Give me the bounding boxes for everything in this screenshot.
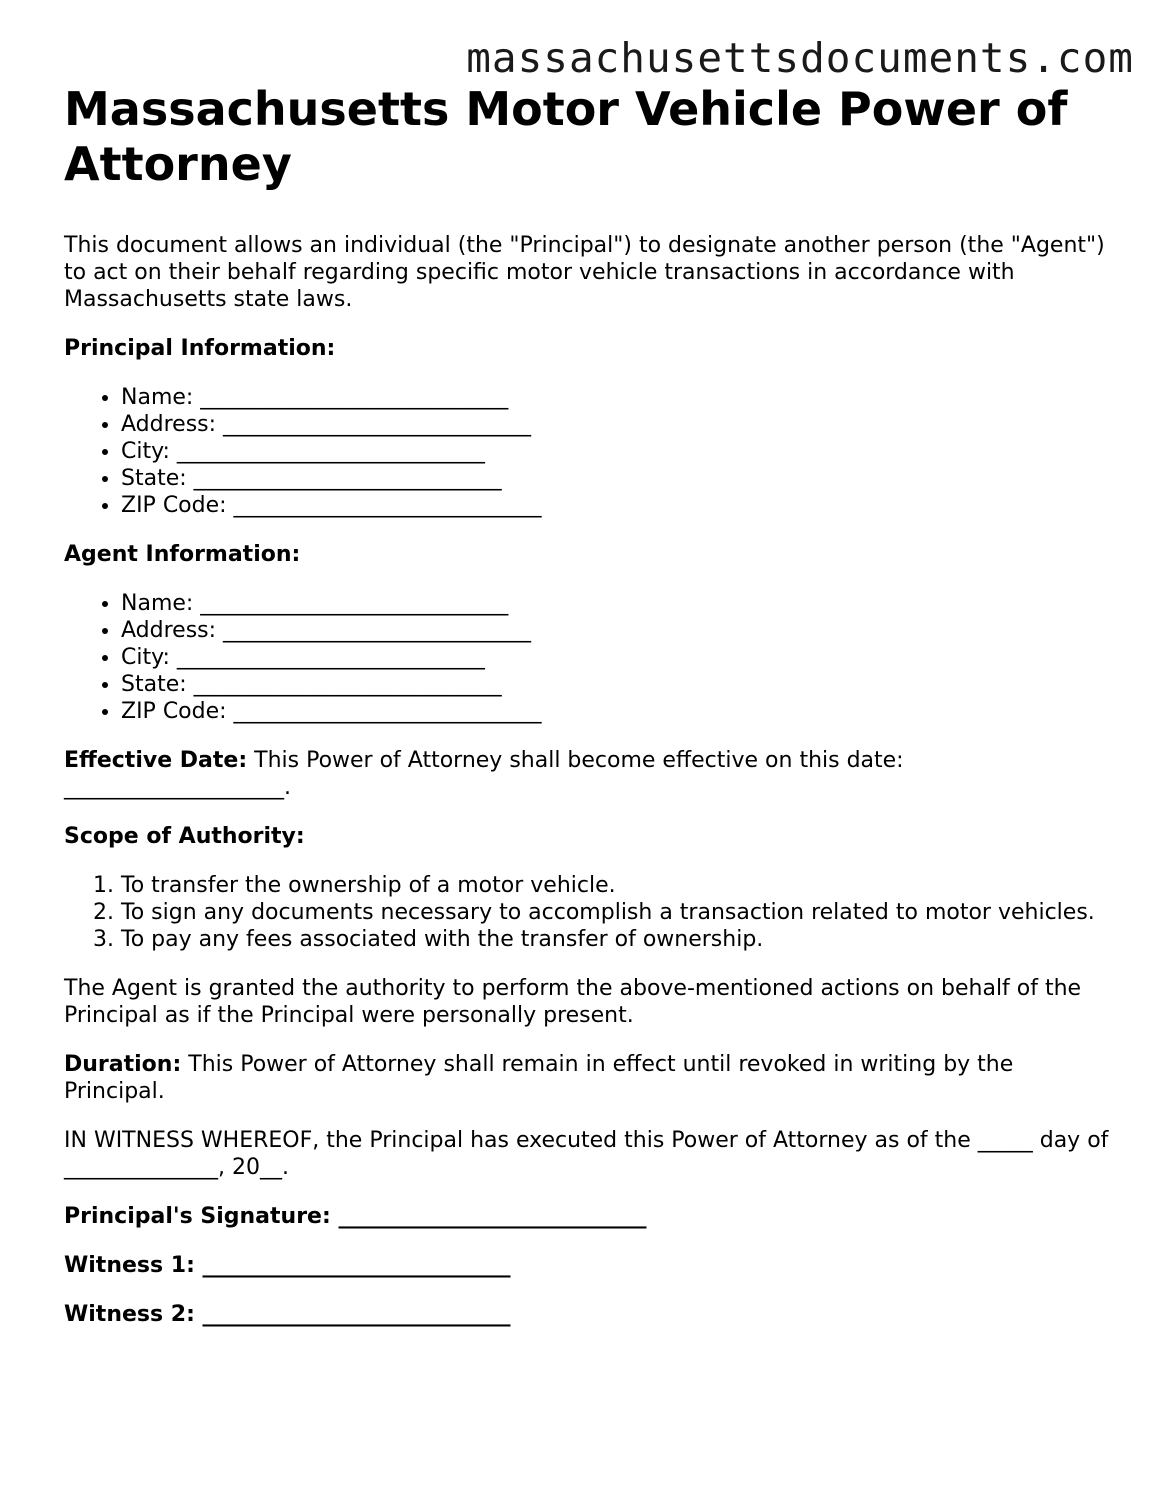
agent-fields-list — [64, 590, 1114, 725]
agent-name-field: • Name: ____________________________ — [121, 590, 1114, 617]
principal-address-field: • Address: ____________________________ — [121, 411, 1114, 438]
document-body — [64, 82, 1114, 1350]
grant-paragraph: The Agent is granted the authority to perform the above-mentioned actions on behalf of the Principal as if the Principal were personally present. — [64, 976, 1082, 1028]
document-title: Massachusetts Motor Vehicle Power of Attorney — [64, 82, 1068, 191]
principal-state-field: • State: ____________________________ — [121, 465, 1114, 492]
principal-fields-list — [64, 384, 1114, 519]
scope-list — [64, 872, 1114, 953]
site-watermark: massachusettsdocuments.com — [466, 34, 1134, 82]
effective-date-label: Effective Date: — [64, 748, 248, 773]
principal-signature-blank: ____________________________ — [330, 1204, 647, 1229]
agent-section-heading: Agent Information: — [64, 542, 301, 567]
scope-section-heading: Scope of Authority: — [64, 824, 305, 849]
duration-paragraph — [64, 1051, 1114, 1105]
principal-section-heading: Principal Information: — [64, 336, 336, 361]
intro-paragraph: This document allows an individual (the "Principal") to designate another person (the "Agent") to act on their behalf regarding specific motor vehicle transactions in accordance with Massachusetts state laws. — [64, 233, 1105, 312]
scope-item: 2. To sign any documents necessary to accomplish a transaction related to motor vehicles. — [121, 899, 1114, 926]
duration-text: This Power of Attorney shall remain in effect until revoked in writing by the Principal. — [64, 1052, 1014, 1104]
agent-zip-field: • ZIP Code: ____________________________ — [121, 698, 1114, 725]
witness2-blank: ____________________________ — [194, 1302, 511, 1327]
witness2-signature-line — [64, 1301, 1114, 1328]
effective-date-text: This Power of Attorney shall become effective on this date: ____________________. — [64, 748, 904, 800]
principal-name-field: • Name: ____________________________ — [121, 384, 1114, 411]
principal-zip-field: • ZIP Code: ____________________________ — [121, 492, 1114, 519]
witness1-label: Witness 1: — [64, 1253, 195, 1278]
witness-clause: IN WITNESS WHEREOF, the Principal has executed this Power of Attorney as of the _____ day of ______________, 20__. — [64, 1128, 1109, 1180]
agent-state-field: • State: ____________________________ — [121, 671, 1114, 698]
witness2-label: Witness 2: — [64, 1302, 195, 1327]
principal-signature-line — [64, 1203, 1114, 1230]
duration-label: Duration: — [64, 1052, 182, 1077]
effective-date-paragraph — [64, 747, 1114, 801]
witness1-signature-line — [64, 1252, 1114, 1279]
principal-city-field: • City: ____________________________ — [121, 438, 1114, 465]
scope-item: 3. To pay any fees associated with the transfer of ownership. — [121, 926, 1114, 953]
agent-address-field: • Address: ____________________________ — [121, 617, 1114, 644]
agent-city-field: • City: ____________________________ — [121, 644, 1114, 671]
principal-signature-label: Principal's Signature: — [64, 1204, 331, 1229]
witness1-blank: ____________________________ — [194, 1253, 511, 1278]
scope-item: 1. To transfer the ownership of a motor vehicle. — [121, 872, 1114, 899]
